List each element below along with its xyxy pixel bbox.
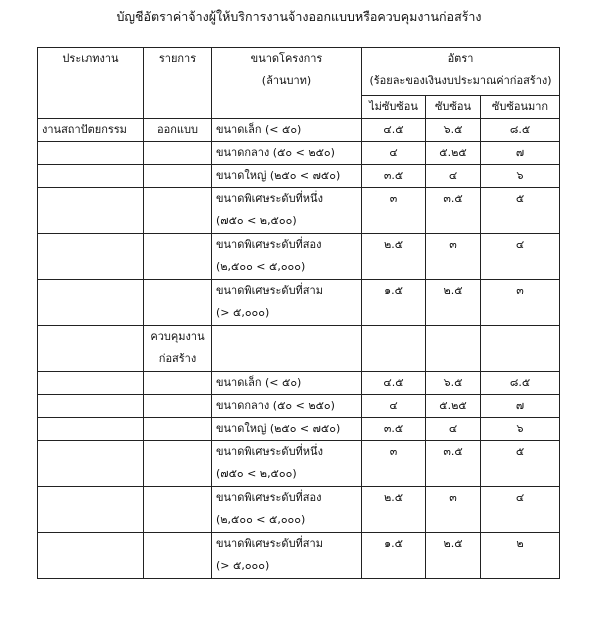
header-row bbox=[38, 48, 560, 96]
header-very-complex: ซับซ้อนมาก bbox=[481, 96, 560, 119]
rate-simple-cell: ๓.๕ bbox=[362, 418, 426, 441]
rate-very-complex-cell: ๗ bbox=[481, 395, 560, 418]
size-cell bbox=[212, 533, 362, 579]
size-cell bbox=[212, 441, 362, 487]
size-line1: ขนาดพิเศษระดับที่สาม bbox=[216, 284, 323, 297]
rate-simple-cell: ๑.๕ bbox=[362, 533, 426, 579]
work-type-cell bbox=[38, 234, 144, 280]
item-cell bbox=[144, 234, 212, 280]
work-type-cell bbox=[38, 395, 144, 418]
size-line1: ขนาดพิเศษระดับที่สาม bbox=[216, 537, 323, 550]
header-rate bbox=[362, 48, 560, 96]
item-cell: ออกแบบ bbox=[144, 119, 212, 142]
work-type-cell bbox=[38, 142, 144, 165]
rate-simple-cell: ๔.๕ bbox=[362, 119, 426, 142]
rate-complex-cell: ๕.๒๕ bbox=[426, 142, 481, 165]
rate-simple-cell: ๓.๕ bbox=[362, 165, 426, 188]
table-row bbox=[38, 533, 560, 579]
document-title: บัญชีอัตราค่าจ้างผู้ให้บริการงานจ้างออกแบบหรือควบคุมงานก่อสร้าง bbox=[116, 9, 482, 24]
rate-very-complex-cell: ๗ bbox=[481, 142, 560, 165]
size-line2: (๒,๕๐๐ < ๕,๐๐๐) bbox=[216, 260, 306, 273]
item-cell bbox=[144, 418, 212, 441]
rate-simple-cell: ๒.๕ bbox=[362, 487, 426, 533]
rate-table bbox=[37, 47, 560, 579]
header-complex: ซับซ้อน bbox=[426, 96, 481, 119]
header-project-size bbox=[212, 48, 362, 119]
size-line2: (๗๕๐ < ๒,๕๐๐) bbox=[216, 214, 297, 227]
size-cell bbox=[212, 142, 362, 165]
item-cell bbox=[144, 142, 212, 165]
header-simple: ไม่ซับซ้อน bbox=[362, 96, 426, 119]
rate-simple-cell: ๓ bbox=[362, 188, 426, 234]
rate-very-complex-cell: ๒ bbox=[481, 533, 560, 579]
item-cell bbox=[144, 395, 212, 418]
rate-simple-cell: ๑.๕ bbox=[362, 280, 426, 326]
supervise-label-row bbox=[38, 326, 560, 372]
size-line2: (> ๕,๐๐๐) bbox=[216, 306, 270, 319]
rate-very-complex-cell: ๕ bbox=[481, 441, 560, 487]
table-row bbox=[38, 165, 560, 188]
rate-complex-cell: ๖.๕ bbox=[426, 372, 481, 395]
size-cell bbox=[212, 395, 362, 418]
size-line1: ขนาดพิเศษระดับที่สอง bbox=[216, 238, 322, 251]
size-cell bbox=[212, 280, 362, 326]
size-cell bbox=[212, 326, 362, 372]
supervise-section bbox=[38, 372, 560, 579]
size-cell bbox=[212, 234, 362, 280]
rate-complex-cell: ๕.๒๕ bbox=[426, 395, 481, 418]
rate-simple-cell: ๔.๕ bbox=[362, 372, 426, 395]
size-cell bbox=[212, 119, 362, 142]
rate-simple-cell: ๒.๕ bbox=[362, 234, 426, 280]
rate-very-complex-cell: ๘.๕ bbox=[481, 372, 560, 395]
rate-very-complex-cell: ๘.๕ bbox=[481, 119, 560, 142]
table-row bbox=[38, 395, 560, 418]
supervise-label bbox=[144, 326, 212, 372]
rate-complex-cell: ๒.๕ bbox=[426, 533, 481, 579]
rate-very-complex-cell: ๓ bbox=[481, 280, 560, 326]
work-type-cell bbox=[38, 280, 144, 326]
item-cell bbox=[144, 487, 212, 533]
item-cell bbox=[144, 372, 212, 395]
item-cell bbox=[144, 533, 212, 579]
size-line1: ขนาดพิเศษระดับที่หนึ่ง bbox=[216, 192, 323, 205]
table-row bbox=[38, 441, 560, 487]
table-row bbox=[38, 119, 560, 142]
size-line1: ขนาดพิเศษระดับที่หนึ่ง bbox=[216, 445, 323, 458]
size-line1: ขนาดพิเศษระดับที่สอง bbox=[216, 491, 322, 504]
rate-complex-cell: ๓ bbox=[426, 487, 481, 533]
size-cell bbox=[212, 165, 362, 188]
item-cell bbox=[144, 165, 212, 188]
item-cell bbox=[144, 280, 212, 326]
rate-complex-cell: ๓ bbox=[426, 234, 481, 280]
rate-complex-cell: ๔ bbox=[426, 418, 481, 441]
rate-very-complex-cell: ๖ bbox=[481, 165, 560, 188]
size-cell bbox=[212, 188, 362, 234]
rate-simple-cell: ๔ bbox=[362, 395, 426, 418]
size-line1: ขนาดใหญ่ (๒๕๐ < ๗๕๐) bbox=[216, 422, 341, 435]
table-row bbox=[38, 418, 560, 441]
header-rate-line1: อัตรา bbox=[447, 52, 474, 65]
work-type-cell bbox=[38, 372, 144, 395]
rate-very-complex-cell: ๔ bbox=[481, 487, 560, 533]
size-line1: ขนาดใหญ่ (๒๕๐ < ๗๕๐) bbox=[216, 169, 341, 182]
supervise-label-line2: ก่อสร้าง bbox=[158, 352, 197, 365]
work-type-cell bbox=[38, 533, 144, 579]
table-row bbox=[38, 487, 560, 533]
rate-complex-cell: ๓.๕ bbox=[426, 188, 481, 234]
rate-complex-cell: ๒.๕ bbox=[426, 280, 481, 326]
header-item: รายการ bbox=[144, 48, 212, 119]
rate-complex-cell: ๔ bbox=[426, 165, 481, 188]
work-type-cell: งานสถาปัตยกรรม bbox=[38, 119, 144, 142]
size-line2: (๒,๕๐๐ < ๕,๐๐๐) bbox=[216, 513, 306, 526]
header-rate-line2: (ร้อยละของเงินงบประมาณค่าก่อสร้าง) bbox=[369, 74, 552, 87]
size-cell bbox=[212, 487, 362, 533]
header-size-line2: (ล้านบาท) bbox=[261, 74, 312, 87]
work-type-cell bbox=[38, 165, 144, 188]
header-size-line1: ขนาดโครงการ bbox=[250, 52, 323, 65]
design-section bbox=[38, 119, 560, 326]
rate-complex-cell: ๖.๕ bbox=[426, 119, 481, 142]
item-cell bbox=[144, 188, 212, 234]
size-cell bbox=[212, 372, 362, 395]
header-work-type: ประเภทงาน bbox=[38, 48, 144, 119]
rate-very-complex-cell: ๔ bbox=[481, 234, 560, 280]
table-row bbox=[38, 234, 560, 280]
supervise-label-line1: ควบคุมงาน bbox=[150, 330, 205, 343]
work-type-cell bbox=[38, 326, 144, 372]
item-cell bbox=[144, 441, 212, 487]
work-type-cell bbox=[38, 188, 144, 234]
rate-very-complex-cell: ๖ bbox=[481, 418, 560, 441]
size-line2: (๗๕๐ < ๒,๕๐๐) bbox=[216, 467, 297, 480]
size-line1: ขนาดกลาง (๕๐ < ๒๕๐) bbox=[216, 146, 335, 159]
size-line2: (> ๕,๐๐๐) bbox=[216, 559, 270, 572]
table-row bbox=[38, 142, 560, 165]
work-type-cell bbox=[38, 418, 144, 441]
table-row bbox=[38, 280, 560, 326]
rate-complex-cell bbox=[426, 326, 481, 372]
work-type-cell bbox=[38, 487, 144, 533]
size-line1: ขนาดกลาง (๕๐ < ๒๕๐) bbox=[216, 399, 335, 412]
size-cell bbox=[212, 418, 362, 441]
table-row bbox=[38, 188, 560, 234]
rate-complex-cell: ๓.๕ bbox=[426, 441, 481, 487]
rate-very-complex-cell: ๕ bbox=[481, 188, 560, 234]
table-row bbox=[38, 372, 560, 395]
size-line1: ขนาดเล็ก (< ๕๐) bbox=[216, 123, 302, 136]
rate-simple-cell: ๔ bbox=[362, 142, 426, 165]
rate-very-complex-cell bbox=[481, 326, 560, 372]
work-type-cell bbox=[38, 441, 144, 487]
rate-simple-cell bbox=[362, 326, 426, 372]
rate-simple-cell: ๓ bbox=[362, 441, 426, 487]
size-line1: ขนาดเล็ก (< ๕๐) bbox=[216, 376, 302, 389]
